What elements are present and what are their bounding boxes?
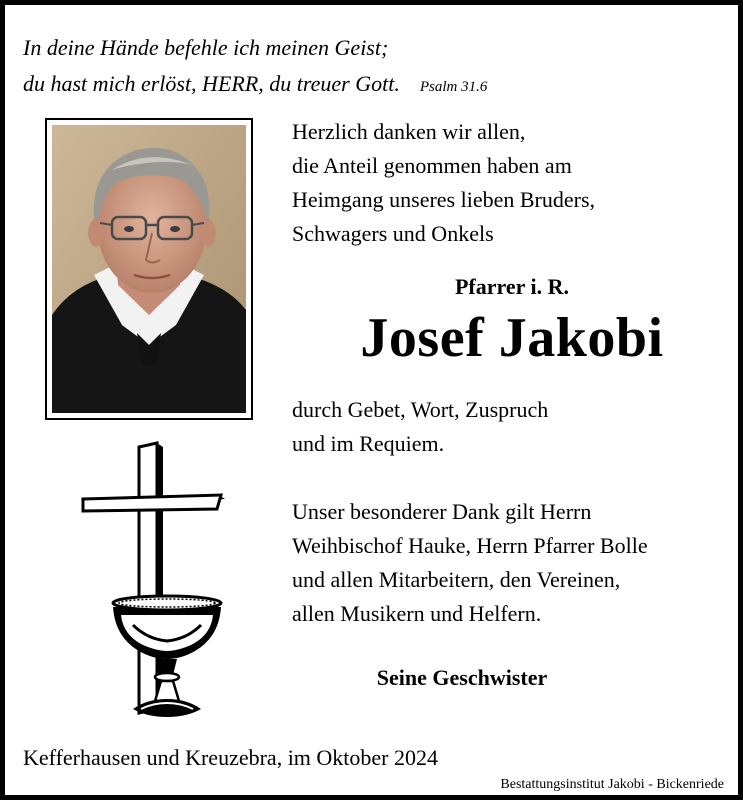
special-thanks-line: und allen Mitarbeitern, den Vereinen, [292,567,621,592]
thanks-intro-line: Heimgang unseres lieben Bruders, [292,187,596,212]
thanks-intro-line: Schwagers und Onkels [292,221,494,246]
cross-and-chalice-icon [77,439,229,723]
special-thanks-line: Weihbischof Hauke, Herrn Pfarrer Bolle [292,533,648,558]
psalm-reference: Psalm 31.6 [419,79,488,95]
thanks-intro-line: die Anteil genommen haben am [292,153,572,178]
deceased-name: Josef Jakobi [360,307,664,369]
thanks-intro-line: Herzlich danken wir allen, [292,119,526,144]
verse-line-2-text: du hast mich erlöst, HERR, du treuer Gott. [23,71,400,96]
verse-line-2 [23,69,487,102]
thanks-reason-line: und im Requiem. [292,431,445,456]
signed-by: Seine Geschwister [376,665,548,690]
thanks-reason [292,393,548,461]
special-thanks-line: Unser besonderer Dank gilt Herrn [292,499,592,524]
thanks-reason-line: durch Gebet, Wort, Zuspruch [292,397,549,422]
thanks-intro [292,115,595,251]
special-thanks-line: allen Musikern und Helfern. [292,601,542,626]
deceased-title: Pfarrer i. R. [454,274,570,299]
undertaker-credit: Bestattungsinstitut Jakobi - Bickenriede [500,777,724,792]
portrait-photo [52,125,246,413]
portrait-frame [45,118,253,420]
special-thanks [292,495,648,631]
verse-line-1: In deine Hände befehle ich meinen Geist; [23,35,389,60]
place-and-date: Kefferhausen und Kreuzebra, im Oktober 2024 [23,745,439,770]
